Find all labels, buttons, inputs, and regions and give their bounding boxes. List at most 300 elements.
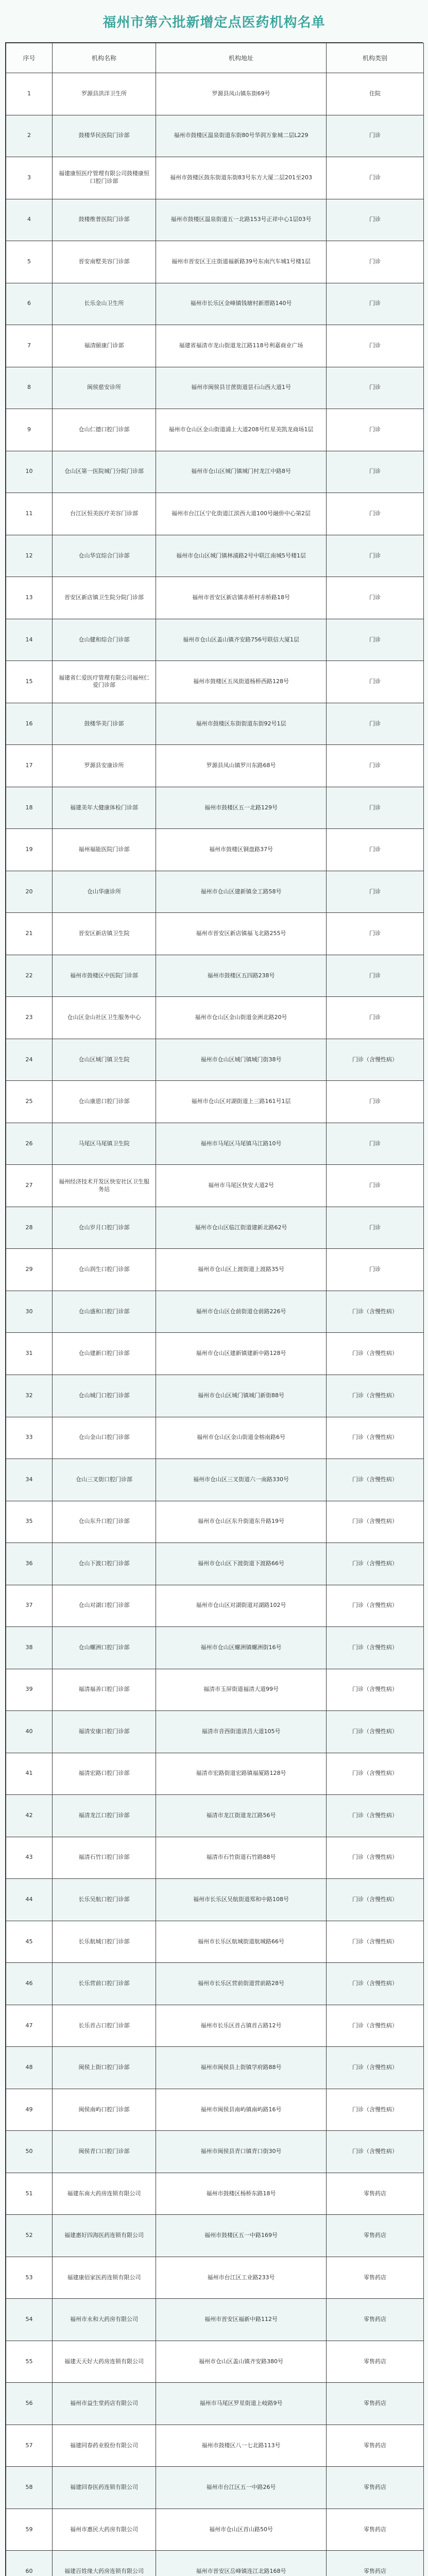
cell-institution-name: 长乐营前口腔门诊部 [53, 1963, 156, 2005]
cell-institution-name: 福清龙江口腔门诊部 [53, 1795, 156, 1837]
cell-institution-name: 福州福能医院门诊部 [53, 829, 156, 871]
cell-institution-type: 门诊 [327, 577, 424, 619]
cell-seq: 31 [6, 1333, 53, 1375]
cell-seq: 38 [6, 1627, 53, 1669]
cell-institution-type: 门诊（含慢性病） [327, 1879, 424, 1921]
cell-institution-name: 仓山三叉街口腔门诊部 [53, 1459, 156, 1501]
cell-institution-name: 鼓楼华美门诊部 [53, 703, 156, 745]
cell-institution-type: 门诊 [327, 283, 424, 325]
cell-seq: 42 [6, 1795, 53, 1837]
cell-seq: 30 [6, 1291, 53, 1333]
cell-institution-type: 门诊（含慢性病） [327, 1837, 424, 1879]
table-row [6, 241, 424, 283]
cell-institution-name: 罗源县安康诊所 [53, 745, 156, 787]
cell-institution-type: 门诊（含慢性病） [327, 2005, 424, 2047]
cell-address: 福清市宏路街道宏路镇福厦路128号 [156, 1753, 327, 1795]
cell-institution-type: 门诊 [327, 535, 424, 577]
table-row [6, 619, 424, 661]
cell-institution-name: 福建惠好四海医药连锁有限公司 [53, 2215, 156, 2257]
cell-address: 福州市鼓楼区五四路238号 [156, 955, 327, 997]
cell-institution-type: 门诊（含慢性病） [327, 1039, 424, 1081]
cell-institution-type: 门诊 [327, 325, 424, 367]
cell-institution-name: 福建回春医药连锁有限公司 [53, 2467, 156, 2509]
cell-institution-name: 仓山岁月口腔门诊部 [53, 1207, 156, 1249]
cell-address: 福州市长乐区首占镇首占路12号 [156, 2005, 327, 2047]
cell-institution-type: 门诊 [327, 199, 424, 241]
cell-institution-name: 鼓楼维普医院门诊部 [53, 199, 156, 241]
table-row [6, 409, 424, 451]
cell-seq: 49 [6, 2089, 53, 2131]
cell-institution-type: 门诊（含慢性病） [327, 2047, 424, 2089]
table-row [6, 2299, 424, 2341]
cell-institution-type: 零售药店 [327, 2551, 424, 2576]
cell-address: 福州市仓山区金山街道金洲北路20号 [156, 997, 327, 1039]
cell-address: 福州市仓山区仓前街道仓前路226号 [156, 1291, 327, 1333]
cell-institution-type: 门诊（含慢性病） [327, 1375, 424, 1417]
cell-institution-name: 仓山东升口腔门诊部 [53, 1501, 156, 1543]
cell-address: 福州市鼓楼区温泉街道五一北路153号正祥中心1层03号 [156, 199, 327, 241]
cell-institution-name: 福清福善口腔门诊部 [53, 1669, 156, 1711]
cell-address: 福州市马尾区马尾镇马江路10号 [156, 1123, 327, 1165]
table-row [6, 283, 424, 325]
institution-table [6, 43, 424, 2576]
cell-seq: 22 [6, 955, 53, 997]
cell-institution-name: 福州市益生堂药店有限公司 [53, 2383, 156, 2425]
cell-institution-type: 门诊 [327, 493, 424, 535]
cell-seq: 5 [6, 241, 53, 283]
cell-institution-name: 仓山区金山社区卫生服务中心 [53, 997, 156, 1039]
table-row [6, 2551, 424, 2576]
cell-institution-name: 仓山区第一医院城门分院门诊部 [53, 451, 156, 493]
cell-address: 福州市鼓楼区东街街道东街92号1层 [156, 703, 327, 745]
table-row [6, 2425, 424, 2467]
table-row [6, 2257, 424, 2299]
table-row [6, 325, 424, 367]
cell-institution-name: 仓山金山口腔门诊部 [53, 1417, 156, 1459]
cell-seq: 9 [6, 409, 53, 451]
cell-institution-type: 零售药店 [327, 2467, 424, 2509]
cell-seq: 16 [6, 703, 53, 745]
cell-address: 福州市晋安区王庄街道福新路39号东南汽车城1号楼1层 [156, 241, 327, 283]
table-row [6, 1081, 424, 1123]
table-row [6, 955, 424, 997]
cell-address: 福州市仓山区金山街道浦上大道208号红星美凯龙商场1层 [156, 409, 327, 451]
cell-institution-type: 零售药店 [327, 2425, 424, 2467]
cell-address: 福州市长乐区吴航街道郑和中路108号 [156, 1879, 327, 1921]
cell-address: 福州市鼓楼区鼓东街道东街83号东方大厦二层201至203 [156, 157, 327, 199]
cell-seq: 12 [6, 535, 53, 577]
cell-institution-type: 门诊 [327, 157, 424, 199]
cell-seq: 55 [6, 2341, 53, 2383]
cell-seq: 59 [6, 2509, 53, 2551]
cell-institution-type: 门诊 [327, 451, 424, 493]
cell-institution-type: 门诊 [327, 1123, 424, 1165]
cell-address: 福州市仓山区下渡街道下渡路66号 [156, 1543, 327, 1585]
table-row [6, 2341, 424, 2383]
cell-institution-type: 零售药店 [327, 2257, 424, 2299]
table-row [6, 1207, 424, 1249]
cell-institution-name: 仓山城门口腔门诊部 [53, 1375, 156, 1417]
cell-institution-type: 门诊 [327, 661, 424, 703]
cell-seq: 35 [6, 1501, 53, 1543]
table-row [6, 1543, 424, 1585]
cell-seq: 28 [6, 1207, 53, 1249]
cell-seq: 14 [6, 619, 53, 661]
cell-address: 福州市仓山区城门镇城门街38号 [156, 1039, 327, 1081]
cell-institution-type: 门诊（含慢性病） [327, 1417, 424, 1459]
cell-institution-name: 福州市永和大药房有限公司 [53, 2299, 156, 2341]
cell-institution-type: 门诊 [327, 619, 424, 661]
cell-institution-name: 闽侯青口口腔门诊部 [53, 2131, 156, 2173]
cell-address: 福州市仓山区金山街道金榕南路6号 [156, 1417, 327, 1459]
cell-address: 福州市晋安区新店镇赤桥村赤桥路18号 [156, 577, 327, 619]
cell-seq: 50 [6, 2131, 53, 2173]
cell-seq: 53 [6, 2257, 53, 2299]
table-row [6, 661, 424, 703]
cell-institution-type: 门诊 [327, 115, 424, 157]
cell-seq: 34 [6, 1459, 53, 1501]
cell-institution-name: 福建东南大药房连锁有限公司 [53, 2173, 156, 2215]
cell-address: 福州市马尾区罗星街道上岐路9号 [156, 2383, 327, 2425]
table-row [6, 1165, 424, 1207]
table-row [6, 2467, 424, 2509]
table-row [6, 1585, 424, 1627]
cell-address: 福州市鼓楼区杨桥东路18号 [156, 2173, 327, 2215]
table-row [6, 1879, 424, 1921]
cell-seq: 39 [6, 1669, 53, 1711]
table-row [6, 1921, 424, 1963]
cell-institution-name: 福清颐康门诊部 [53, 325, 156, 367]
cell-institution-name: 福清安康口腔门诊部 [53, 1711, 156, 1753]
cell-address: 福州市仓山区建新镇建新中路128号 [156, 1333, 327, 1375]
cell-institution-type: 门诊 [327, 409, 424, 451]
cell-seq: 17 [6, 745, 53, 787]
table-row [6, 2047, 424, 2089]
cell-institution-type: 门诊（含慢性病） [327, 2089, 424, 2131]
cell-seq: 24 [6, 1039, 53, 1081]
cell-institution-name: 福建同春药业股份有限公司 [53, 2425, 156, 2467]
cell-institution-name: 福建百姓缘大药房连锁有限公司 [53, 2551, 156, 2576]
cell-seq: 29 [6, 1249, 53, 1291]
cell-seq: 44 [6, 1879, 53, 1921]
cell-seq: 47 [6, 2005, 53, 2047]
table-row [6, 367, 424, 409]
cell-institution-name: 仓山区城门镇卫生院 [53, 1039, 156, 1081]
cell-institution-type: 零售药店 [327, 2509, 424, 2551]
cell-seq: 51 [6, 2173, 53, 2215]
cell-seq: 46 [6, 1963, 53, 2005]
cell-seq: 11 [6, 493, 53, 535]
cell-address: 福州市闽侯县上街镇学府路88号 [156, 2047, 327, 2089]
table-row [6, 1291, 424, 1333]
cell-institution-name: 福建省仁爱医疗管理有限公司福州仁爱门诊部 [53, 661, 156, 703]
cell-institution-type: 门诊 [327, 703, 424, 745]
cell-seq: 15 [6, 661, 53, 703]
table-row [6, 1123, 424, 1165]
cell-seq: 58 [6, 2467, 53, 2509]
table-row [6, 1669, 424, 1711]
cell-address: 福州市仓山区盖山镇齐安路380号 [156, 2341, 327, 2383]
cell-seq: 23 [6, 997, 53, 1039]
cell-seq: 4 [6, 199, 53, 241]
cell-address: 福州市仓山区螺洲镇螺洲街16号 [156, 1627, 327, 1669]
cell-institution-name: 仓山健和综合门诊部 [53, 619, 156, 661]
cell-seq: 52 [6, 2215, 53, 2257]
cell-institution-type: 门诊（含慢性病） [327, 1585, 424, 1627]
cell-address: 福州市鼓楼区五凤街道杨桥西路128号 [156, 661, 327, 703]
cell-address: 福州市鼓楼区五一中路169号 [156, 2215, 327, 2257]
cell-institution-name: 罗源县洪洋卫生所 [53, 73, 156, 115]
cell-address: 福州市晋安区岳峰镇连江北路168号 [156, 2551, 327, 2576]
cell-institution-type: 门诊（含慢性病） [327, 1963, 424, 2005]
cell-seq: 25 [6, 1081, 53, 1123]
cell-institution-type: 门诊（含慢性病） [327, 1543, 424, 1585]
cell-seq: 40 [6, 1711, 53, 1753]
cell-institution-name: 仓山下渡口腔门诊部 [53, 1543, 156, 1585]
cell-seq: 19 [6, 829, 53, 871]
table-row [6, 2173, 424, 2215]
cell-institution-name: 晋安南墅美容门诊部 [53, 241, 156, 283]
table-row [6, 2215, 424, 2257]
cell-seq: 10 [6, 451, 53, 493]
cell-institution-type: 门诊（含慢性病） [327, 1501, 424, 1543]
cell-institution-type: 门诊（含慢性病） [327, 1669, 424, 1711]
cell-seq: 48 [6, 2047, 53, 2089]
cell-seq: 41 [6, 1753, 53, 1795]
cell-institution-type: 门诊（含慢性病） [327, 1459, 424, 1501]
cell-address: 福州市鼓楼区温泉街道东街80号华润万象城二层L229 [156, 115, 327, 157]
cell-institution-type: 门诊 [327, 1207, 424, 1249]
cell-institution-type: 门诊 [327, 1249, 424, 1291]
cell-seq: 6 [6, 283, 53, 325]
cell-institution-type: 门诊 [327, 997, 424, 1039]
table-body [6, 73, 424, 2576]
cell-address: 福州市台江区工业路233号 [156, 2257, 327, 2299]
cell-institution-type: 住院 [327, 73, 424, 115]
cell-seq: 2 [6, 115, 53, 157]
cell-institution-type: 门诊（含慢性病） [327, 1291, 424, 1333]
cell-institution-name: 仓山仁德口腔门诊部 [53, 409, 156, 451]
cell-seq: 3 [6, 157, 53, 199]
header-address: 机构地址 [156, 43, 327, 73]
table-row [6, 451, 424, 493]
institution-table-container [5, 42, 423, 2576]
cell-seq: 21 [6, 913, 53, 955]
table-row [6, 1501, 424, 1543]
cell-institution-name: 福建美年大健康体检门诊部 [53, 787, 156, 829]
cell-institution-name: 鼓楼华民医院门诊部 [53, 115, 156, 157]
cell-address: 福清市龙江街道龙江路56号 [156, 1795, 327, 1837]
cell-address: 福州市仓山区对湖街道上三路161号1层 [156, 1081, 327, 1123]
cell-institution-name: 闽侯慈安诊所 [53, 367, 156, 409]
page-title: 福州市第六批新增定点医药机构名单 [102, 14, 326, 30]
cell-institution-name: 长乐首占口腔门诊部 [53, 2005, 156, 2047]
table-row [6, 829, 424, 871]
title-bar [0, 0, 428, 42]
cell-institution-name: 长乐吴航口腔门诊部 [53, 1879, 156, 1921]
table-row [6, 997, 424, 1039]
cell-address: 福州市长乐区航城街道航城路66号 [156, 1921, 327, 1963]
table-row [6, 2509, 424, 2551]
table-row [6, 2005, 424, 2047]
cell-institution-type: 零售药店 [327, 2215, 424, 2257]
cell-institution-type: 门诊（含慢性病） [327, 1627, 424, 1669]
cell-seq: 1 [6, 73, 53, 115]
cell-institution-type: 零售药店 [327, 2173, 424, 2215]
table-row [6, 2089, 424, 2131]
cell-institution-type: 门诊 [327, 829, 424, 871]
cell-address: 福州市仓山区城门镇城门村龙江中路8号 [156, 451, 327, 493]
header-seq: 序号 [6, 43, 53, 73]
cell-address: 福州市仓山区首山路50号 [156, 2509, 327, 2551]
cell-address: 福州市仓山区对湖街道对湖路102号 [156, 1585, 327, 1627]
table-row [6, 199, 424, 241]
cell-address: 福州市长乐区金峰镇钱塘村新厝路140号 [156, 283, 327, 325]
cell-institution-name: 晋安区新店镇卫生院 [53, 913, 156, 955]
cell-institution-name: 仓山华宜综合门诊部 [53, 535, 156, 577]
cell-institution-type: 门诊 [327, 241, 424, 283]
cell-address: 罗源县凤山镇罗川东路68号 [156, 745, 327, 787]
cell-address: 福州市仓山区盖山镇齐安路756号联信大厦1层 [156, 619, 327, 661]
table-row [6, 1837, 424, 1879]
cell-address: 福建省福清市龙山街道龙江路118号利嘉商业广场 [156, 325, 327, 367]
table-row [6, 1795, 424, 1837]
cell-institution-type: 门诊 [327, 367, 424, 409]
header-name: 机构名称 [53, 43, 156, 73]
cell-institution-type: 零售药店 [327, 2341, 424, 2383]
table-row [6, 1417, 424, 1459]
cell-institution-name: 仓山建新口腔门诊部 [53, 1333, 156, 1375]
table-row [6, 2383, 424, 2425]
cell-address: 福州市闽侯县甘蔗街道昙石山西大道1号 [156, 367, 327, 409]
cell-address: 福州市晋安区福新中路112号 [156, 2299, 327, 2341]
cell-institution-type: 门诊（含慢性病） [327, 1795, 424, 1837]
cell-institution-name: 长乐航城口腔门诊部 [53, 1921, 156, 1963]
cell-seq: 32 [6, 1375, 53, 1417]
header-row [6, 43, 424, 73]
cell-institution-name: 福建康恒医疗管理有限公司鼓楼康恒口腔门诊部 [53, 157, 156, 199]
cell-address: 罗源县凤山镇东街69号 [156, 73, 327, 115]
cell-institution-name: 仓山盛和口腔门诊部 [53, 1291, 156, 1333]
cell-address: 福州市长乐区营前街道营前路28号 [156, 1963, 327, 2005]
cell-institution-type: 门诊 [327, 787, 424, 829]
cell-institution-type: 门诊 [327, 871, 424, 913]
cell-address: 福州市台江区宁化街道江滨西大道100号融侨中心第2层 [156, 493, 327, 535]
cell-institution-name: 福清宏路口腔门诊部 [53, 1753, 156, 1795]
cell-institution-type: 门诊 [327, 1081, 424, 1123]
cell-institution-name: 福建康佰家医药连锁有限公司 [53, 2257, 156, 2299]
cell-seq: 7 [6, 325, 53, 367]
cell-seq: 57 [6, 2425, 53, 2467]
table-row [6, 703, 424, 745]
cell-institution-name: 福建天天好大药房连锁有限公司 [53, 2341, 156, 2383]
table-row [6, 577, 424, 619]
cell-seq: 56 [6, 2383, 53, 2425]
table-row [6, 1711, 424, 1753]
table-row [6, 73, 424, 115]
cell-address: 福州市仓山区城门镇林浦路2号中联江南城5号楼1层 [156, 535, 327, 577]
table-header [6, 43, 424, 73]
cell-seq: 20 [6, 871, 53, 913]
cell-seq: 26 [6, 1123, 53, 1165]
cell-institution-name: 闽侯上街口腔门诊部 [53, 2047, 156, 2089]
table-row [6, 871, 424, 913]
cell-seq: 37 [6, 1585, 53, 1627]
cell-institution-type: 门诊 [327, 955, 424, 997]
cell-address: 福州市仓山区上渡街道上渡路35号 [156, 1249, 327, 1291]
cell-institution-name: 仓山华康诊所 [53, 871, 156, 913]
table-row [6, 1459, 424, 1501]
cell-seq: 36 [6, 1543, 53, 1585]
cell-address: 福州市鼓楼区五一北路129号 [156, 787, 327, 829]
cell-address: 福清市玉屏街道福清大道99号 [156, 1669, 327, 1711]
cell-address: 福清市石竹街道石竹路88号 [156, 1837, 327, 1879]
cell-address: 福州市闽侯县南屿镇南屿路16号 [156, 2089, 327, 2131]
cell-institution-name: 仓山螺洲口腔门诊部 [53, 1627, 156, 1669]
table-row [6, 745, 424, 787]
cell-institution-name: 仓山康恩口腔门诊部 [53, 1081, 156, 1123]
cell-institution-type: 门诊（含慢性病） [327, 1333, 424, 1375]
cell-institution-type: 门诊（含慢性病） [327, 2131, 424, 2173]
table-row [6, 157, 424, 199]
cell-institution-type: 门诊 [327, 1165, 424, 1207]
cell-address: 福州市台江区五一中路26号 [156, 2467, 327, 2509]
cell-address: 福清市音西街道清昌大道105号 [156, 1711, 327, 1753]
cell-seq: 43 [6, 1837, 53, 1879]
cell-address: 福州市仓山区三叉街道六一南路330号 [156, 1459, 327, 1501]
cell-address: 福州市鼓楼区铜盘路37号 [156, 829, 327, 871]
table-row [6, 2131, 424, 2173]
cell-seq: 18 [6, 787, 53, 829]
cell-address: 福州市鼓楼区八一七北路113号 [156, 2425, 327, 2467]
cell-address: 福州市晋安区新店镇福飞北路255号 [156, 913, 327, 955]
cell-institution-name: 闽侯南屿口腔门诊部 [53, 2089, 156, 2131]
cell-institution-name: 长乐金山卫生所 [53, 283, 156, 325]
cell-institution-type: 门诊 [327, 913, 424, 955]
cell-institution-name: 晋安区新店镇卫生院分院门诊部 [53, 577, 156, 619]
cell-institution-type: 门诊（含慢性病） [327, 1921, 424, 1963]
cell-institution-name: 福州经济技术开发区快安社区卫生服务站 [53, 1165, 156, 1207]
header-type: 机构类别 [327, 43, 424, 73]
cell-address: 福州市仓山区城门镇城门新街88号 [156, 1375, 327, 1417]
cell-institution-type: 零售药店 [327, 2383, 424, 2425]
cell-seq: 33 [6, 1417, 53, 1459]
cell-institution-name: 仓山润生口腔门诊部 [53, 1249, 156, 1291]
cell-institution-name: 台江区恒美医疗美容门诊部 [53, 493, 156, 535]
cell-institution-type: 门诊（含慢性病） [327, 1711, 424, 1753]
table-row [6, 1039, 424, 1081]
table-row [6, 1753, 424, 1795]
cell-institution-type: 门诊（含慢性病） [327, 1753, 424, 1795]
cell-institution-name: 福州市惠民大药房有限公司 [53, 2509, 156, 2551]
cell-address: 福州市仓山区临江街道建新北路62号 [156, 1207, 327, 1249]
cell-institution-type: 零售药店 [327, 2299, 424, 2341]
cell-seq: 27 [6, 1165, 53, 1207]
table-row [6, 1627, 424, 1669]
cell-address: 福州市闽侯县青口镇青口街30号 [156, 2131, 327, 2173]
table-row [6, 493, 424, 535]
cell-seq: 13 [6, 577, 53, 619]
table-row [6, 1963, 424, 2005]
table-row [6, 787, 424, 829]
cell-seq: 54 [6, 2299, 53, 2341]
cell-address: 福州市马尾区快安大道2号 [156, 1165, 327, 1207]
cell-institution-name: 福州市鼓楼区中医院门诊部 [53, 955, 156, 997]
cell-institution-name: 福清石竹口腔门诊部 [53, 1837, 156, 1879]
cell-seq: 8 [6, 367, 53, 409]
table-row [6, 913, 424, 955]
cell-seq: 60 [6, 2551, 53, 2576]
